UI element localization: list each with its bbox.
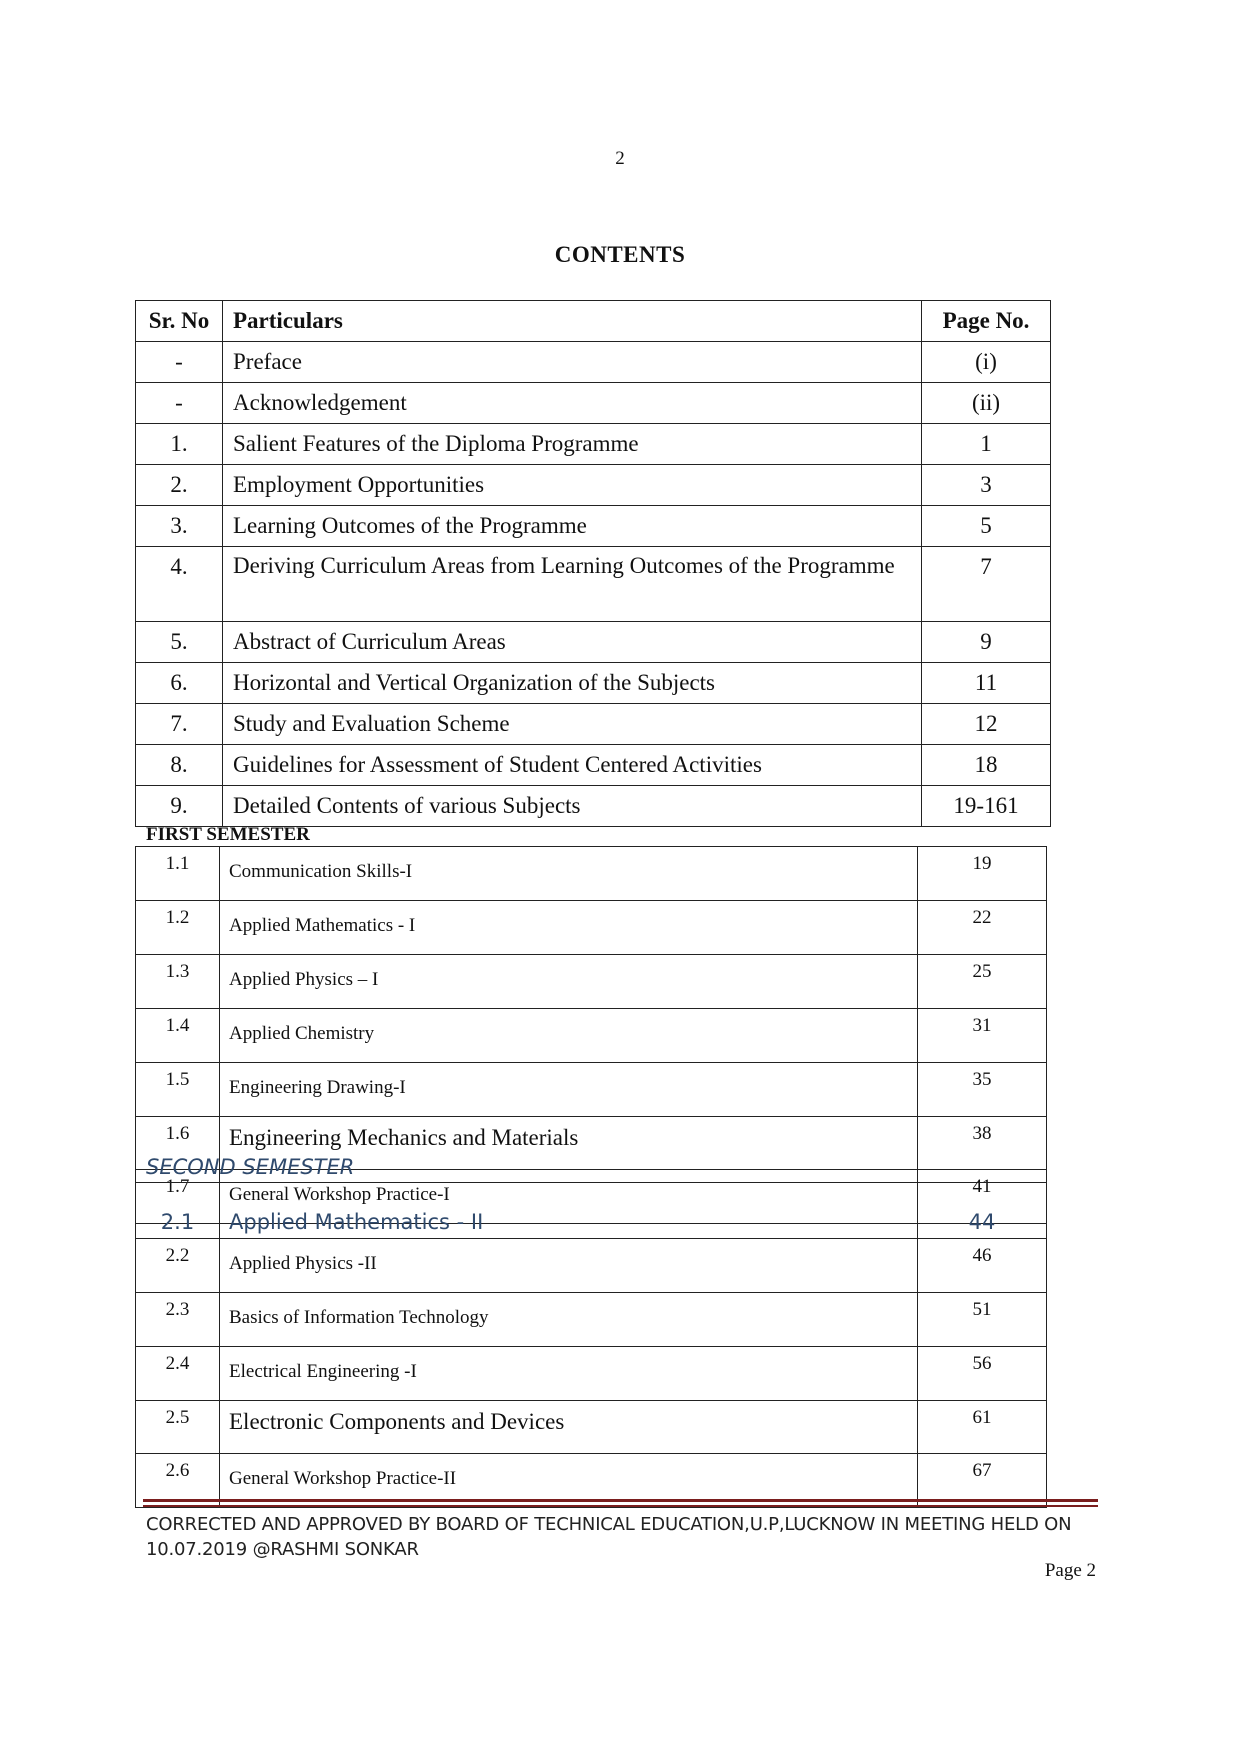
subject-page: 35 xyxy=(918,1063,1047,1117)
subject-page: 19 xyxy=(918,847,1047,901)
table-row xyxy=(136,547,1051,622)
table-row xyxy=(136,786,1051,827)
row-particular: Detailed Contents of various Subjects xyxy=(223,786,922,827)
row-sr: 2. xyxy=(136,465,223,506)
table-row xyxy=(136,663,1051,704)
footer-line-2: 10.07.2019 @RASHMI SONKAR xyxy=(146,1539,419,1560)
header-particulars: Particulars xyxy=(223,301,922,342)
row-page: 11 xyxy=(922,663,1051,704)
row-page: 3 xyxy=(922,465,1051,506)
row-page: 18 xyxy=(922,745,1051,786)
table-row xyxy=(136,1401,1047,1454)
subject-name: Applied Mathematics - II xyxy=(220,1183,918,1239)
subject-name: General Workshop Practice-I xyxy=(220,1170,918,1224)
subject-name: General Workshop Practice-II xyxy=(220,1454,918,1508)
subject-page: 56 xyxy=(918,1347,1047,1401)
table-row xyxy=(136,847,1047,901)
subject-page: 38 xyxy=(918,1117,1047,1170)
table-row xyxy=(136,704,1051,745)
footer-divider-thick xyxy=(143,1499,1098,1502)
subject-name: Applied Physics -II xyxy=(220,1239,918,1293)
subject-page: 25 xyxy=(918,955,1047,1009)
subject-sr: 1.2 xyxy=(136,901,220,955)
subject-name: Basics of Information Technology xyxy=(220,1293,918,1347)
subject-sr: 2.2 xyxy=(136,1239,220,1293)
subject-name: Electronic Components and Devices xyxy=(220,1401,918,1454)
page-title: CONTENTS xyxy=(554,242,686,267)
row-page: 9 xyxy=(922,622,1051,663)
row-page: (ii) xyxy=(922,383,1051,424)
row-page: 12 xyxy=(922,704,1051,745)
table-row xyxy=(136,745,1051,786)
subject-page: 51 xyxy=(918,1293,1047,1347)
header-sr-no: Sr. No xyxy=(136,301,223,342)
row-sr: 4. xyxy=(136,547,223,622)
table-row xyxy=(136,424,1051,465)
footer-line-1: CORRECTED AND APPROVED BY BOARD OF TECHNICAL EDUCATION,U.P,LUCKNOW IN MEETING HELD ON xyxy=(146,1514,1072,1535)
first-semester-label: FIRST SEMESTER xyxy=(146,824,310,845)
subject-sr: 2.6 xyxy=(136,1454,220,1508)
table-row xyxy=(136,383,1051,424)
row-page: 5 xyxy=(922,506,1051,547)
subject-sr: 1.3 xyxy=(136,955,220,1009)
table-row xyxy=(136,622,1051,663)
row-particular: Horizontal and Vertical Organization of the Subjects xyxy=(223,663,922,704)
page-number-top: 2 xyxy=(615,148,625,169)
table-row xyxy=(136,342,1051,383)
row-page: 1 xyxy=(922,424,1051,465)
row-particular: Employment Opportunities xyxy=(223,465,922,506)
subject-page: 46 xyxy=(918,1239,1047,1293)
subject-sr: 1.1 xyxy=(136,847,220,901)
row-page: 7 xyxy=(922,547,1051,622)
row-sr: 9. xyxy=(136,786,223,827)
subject-sr: 1.5 xyxy=(136,1063,220,1117)
table-row xyxy=(136,1009,1047,1063)
footer-divider-thin xyxy=(143,1505,1098,1507)
subject-name: Engineering Drawing-I xyxy=(220,1063,918,1117)
subject-name: Electrical Engineering -I xyxy=(220,1347,918,1401)
footer-page-number: Page 2 xyxy=(1044,1560,1096,1581)
subject-name: Applied Physics – I xyxy=(220,955,918,1009)
subject-page: 22 xyxy=(918,901,1047,955)
row-sr: 8. xyxy=(136,745,223,786)
row-particular: Deriving Curriculum Areas from Learning Outcomes of the Programme xyxy=(223,547,922,622)
row-sr: - xyxy=(136,342,223,383)
subject-name: Applied Mathematics - I xyxy=(220,901,918,955)
row-sr: 6. xyxy=(136,663,223,704)
row-sr: 3. xyxy=(136,506,223,547)
row-page: 19-161 xyxy=(922,786,1051,827)
subject-sr: 2.5 xyxy=(136,1401,220,1454)
row-particular: Abstract of Curriculum Areas xyxy=(223,622,922,663)
table-row xyxy=(136,1347,1047,1401)
subject-name: Engineering Mechanics and Materials xyxy=(220,1117,918,1170)
second-semester-table xyxy=(135,1182,1047,1508)
row-particular: Guidelines for Assessment of Student Centered Activities xyxy=(223,745,922,786)
table-row xyxy=(136,955,1047,1009)
table-row xyxy=(136,1293,1047,1347)
subject-page: 31 xyxy=(918,1009,1047,1063)
subject-sr: 2.4 xyxy=(136,1347,220,1401)
subject-sr: 2.1 xyxy=(136,1183,220,1239)
row-particular: Preface xyxy=(223,342,922,383)
table-row xyxy=(136,901,1047,955)
row-sr: - xyxy=(136,383,223,424)
subject-sr: 1.4 xyxy=(136,1009,220,1063)
table-header-row xyxy=(136,301,1051,342)
row-particular: Learning Outcomes of the Programme xyxy=(223,506,922,547)
table-row xyxy=(136,1183,1047,1239)
subject-page: 44 xyxy=(918,1183,1047,1239)
row-sr: 5. xyxy=(136,622,223,663)
subject-name: Communication Skills-I xyxy=(220,847,918,901)
table-row xyxy=(136,1239,1047,1293)
subject-page: 61 xyxy=(918,1401,1047,1454)
footer-approval-note xyxy=(146,1512,1106,1562)
subject-sr: 1.7 xyxy=(136,1170,220,1224)
table-row xyxy=(136,1063,1047,1117)
row-page: (i) xyxy=(922,342,1051,383)
subject-name: Applied Chemistry xyxy=(220,1009,918,1063)
row-particular: Salient Features of the Diploma Programme xyxy=(223,424,922,465)
subject-sr: 1.6 xyxy=(136,1117,220,1170)
row-particular: Study and Evaluation Scheme xyxy=(223,704,922,745)
header-page-no: Page No. xyxy=(922,301,1051,342)
contents-table xyxy=(135,300,1051,827)
subject-page: 41 xyxy=(918,1170,1047,1224)
second-semester-label: SECOND SEMESTER xyxy=(146,1155,355,1179)
row-particular: Acknowledgement xyxy=(223,383,922,424)
subject-sr: 2.3 xyxy=(136,1293,220,1347)
table-row xyxy=(136,465,1051,506)
table-row xyxy=(136,506,1051,547)
subject-page: 67 xyxy=(918,1454,1047,1508)
row-sr: 7. xyxy=(136,704,223,745)
row-sr: 1. xyxy=(136,424,223,465)
